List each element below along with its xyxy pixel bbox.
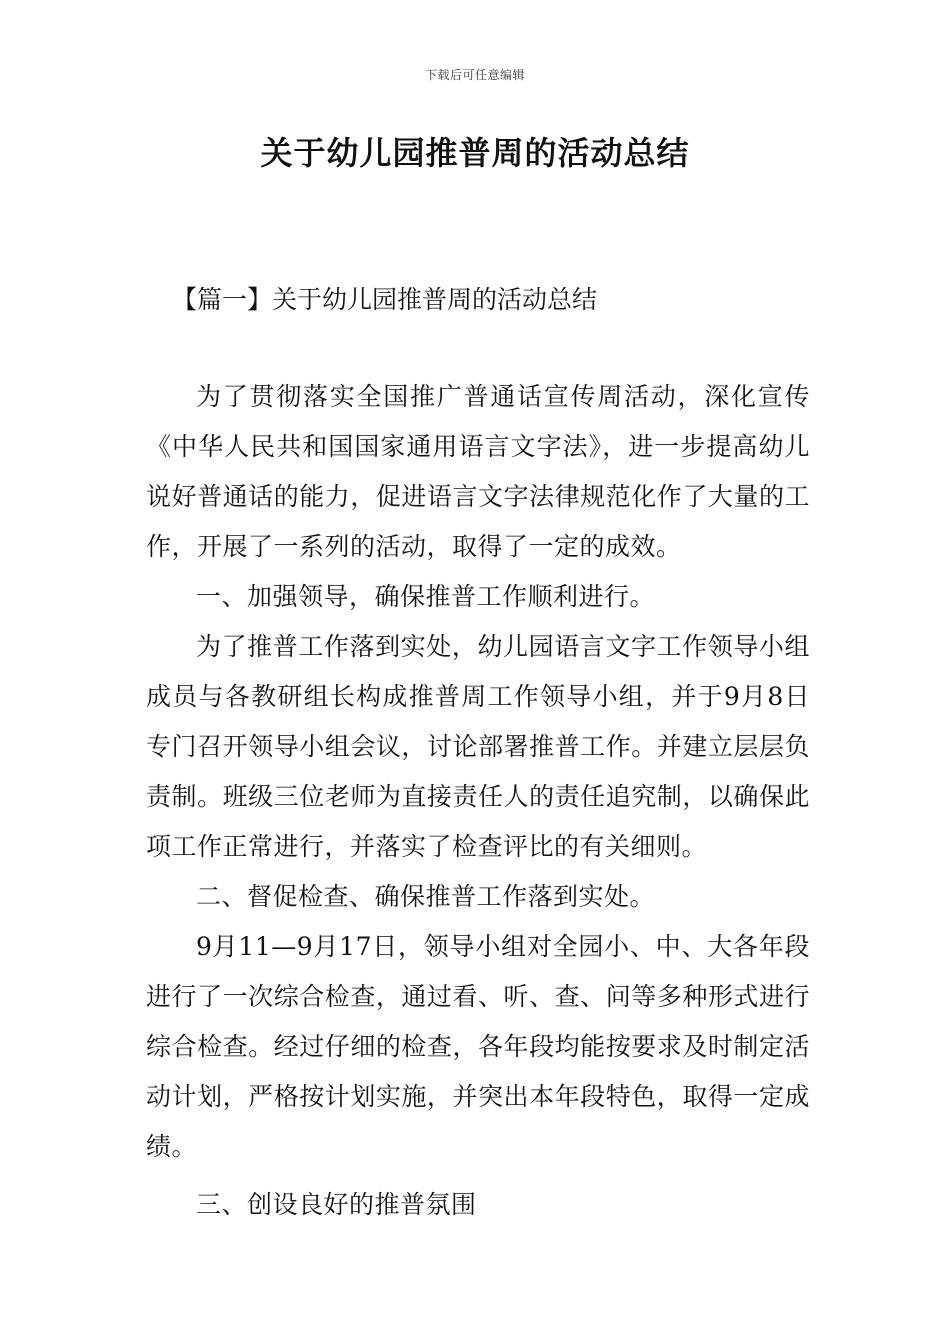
- paragraph-heading-2: 二、督促检查、确保推普工作落到实处。: [196, 882, 656, 911]
- paragraph-leadership: 为了推普工作落到实处，幼儿园语言文字工作领导小组成员与各教研组长构成推普周工作领导小组，并于9月8日专门召开领导小组会议，讨论部署推普工作。并建立层层负责制。班级三位老师为直接责任人的责任追究制，以确保此项工作正常进行，并落实了检查评比的有关细则。: [146, 632, 810, 861]
- paragraph-heading-1: 一、加强领导，确保推普工作顺利进行。: [196, 582, 656, 611]
- section-heading: 【篇一】关于幼儿园推普周的活动总结: [172, 285, 598, 314]
- paragraph-heading-3: 三、创设良好的推普氛围: [196, 1190, 477, 1219]
- document-title: 关于幼儿园推普周的活动总结: [260, 134, 690, 172]
- document-body: [146, 372, 810, 1230]
- header-note: 下载后可任意编辑: [424, 68, 525, 82]
- paragraph-inspection: 9月11—9月17日，领导小组对全园小、中、大各年段进行了一次综合检查，通过看、听、查、问等多种形式进行综合检查。经过仔细的检查，各年段均能按要求及时制定活动计划，严格按计划实施，并突出本年段特色，取得一定成绩。: [146, 932, 810, 1161]
- paragraph-intro: 为了贯彻落实全国推广普通话宣传周活动，深化宣传《中华人民共和国国家通用语言文字法》，进一步提高幼儿说好普通话的能力，促进语言文字法律规范化作了大量的工作，开展了一系列的活动，取得了一定的成效。: [146, 382, 810, 561]
